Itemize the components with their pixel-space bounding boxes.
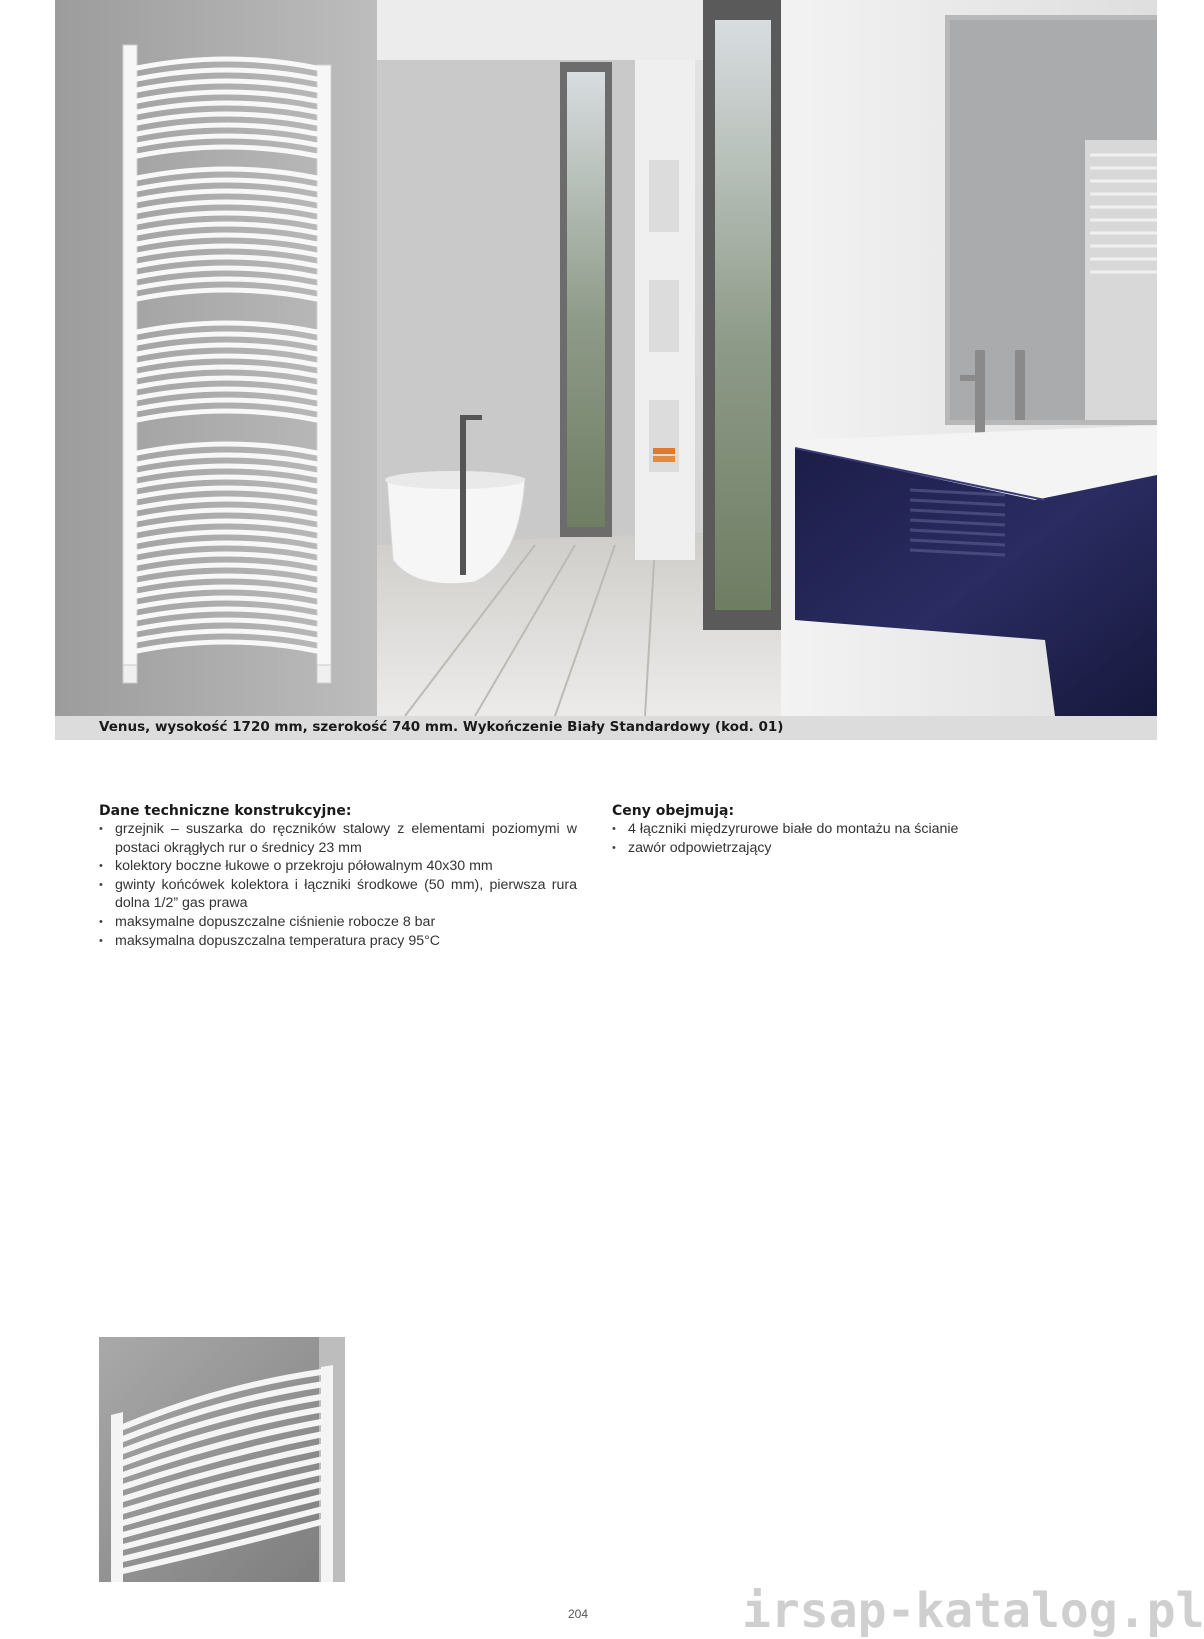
radiator-detail-photo [99,1337,345,1582]
site-watermark: irsap-katalog.pl [742,1583,1204,1639]
list-item: • maksymalna dopuszczalna temperatura pracy 95°C [99,932,577,951]
list-item: • zawór odpowietrzający [612,839,1032,858]
caption-bar [55,716,1157,740]
specs-heading: Dane techniczne konstrukcyjne: [99,803,352,819]
prices-heading: Ceny obejmują: [612,803,735,819]
list-item: • grzejnik – suszarka do ręczników stalowy z elementami poziomymi w postaci okrągłych rur o średnicy 23 mm [99,820,577,857]
price-includes [612,802,1032,857]
page-number: 204 [568,1607,589,1621]
list-item: • maksymalne dopuszczalne ciśnienie robocze 8 bar [99,913,577,932]
list-item: • kolektory boczne łukowe o przekroju półowalnym 40x30 mm [99,857,577,876]
hero-photo [55,0,1157,716]
prices-list [612,820,1032,857]
technical-specs [99,802,577,950]
specs-list [99,820,577,950]
list-item: • 4 łączniki międzyrurowe białe do montażu na ścianie [612,820,1032,839]
photo-caption: Venus, wysokość 1720 mm, szerokość 740 mm. Wykończenie Biały Standardowy (kod. 01) [99,719,784,735]
list-item: • gwinty końcówek kolektora i łączniki środkowe (50 mm), pierwsza rura dolna 1/2” gas prawa [99,876,577,913]
